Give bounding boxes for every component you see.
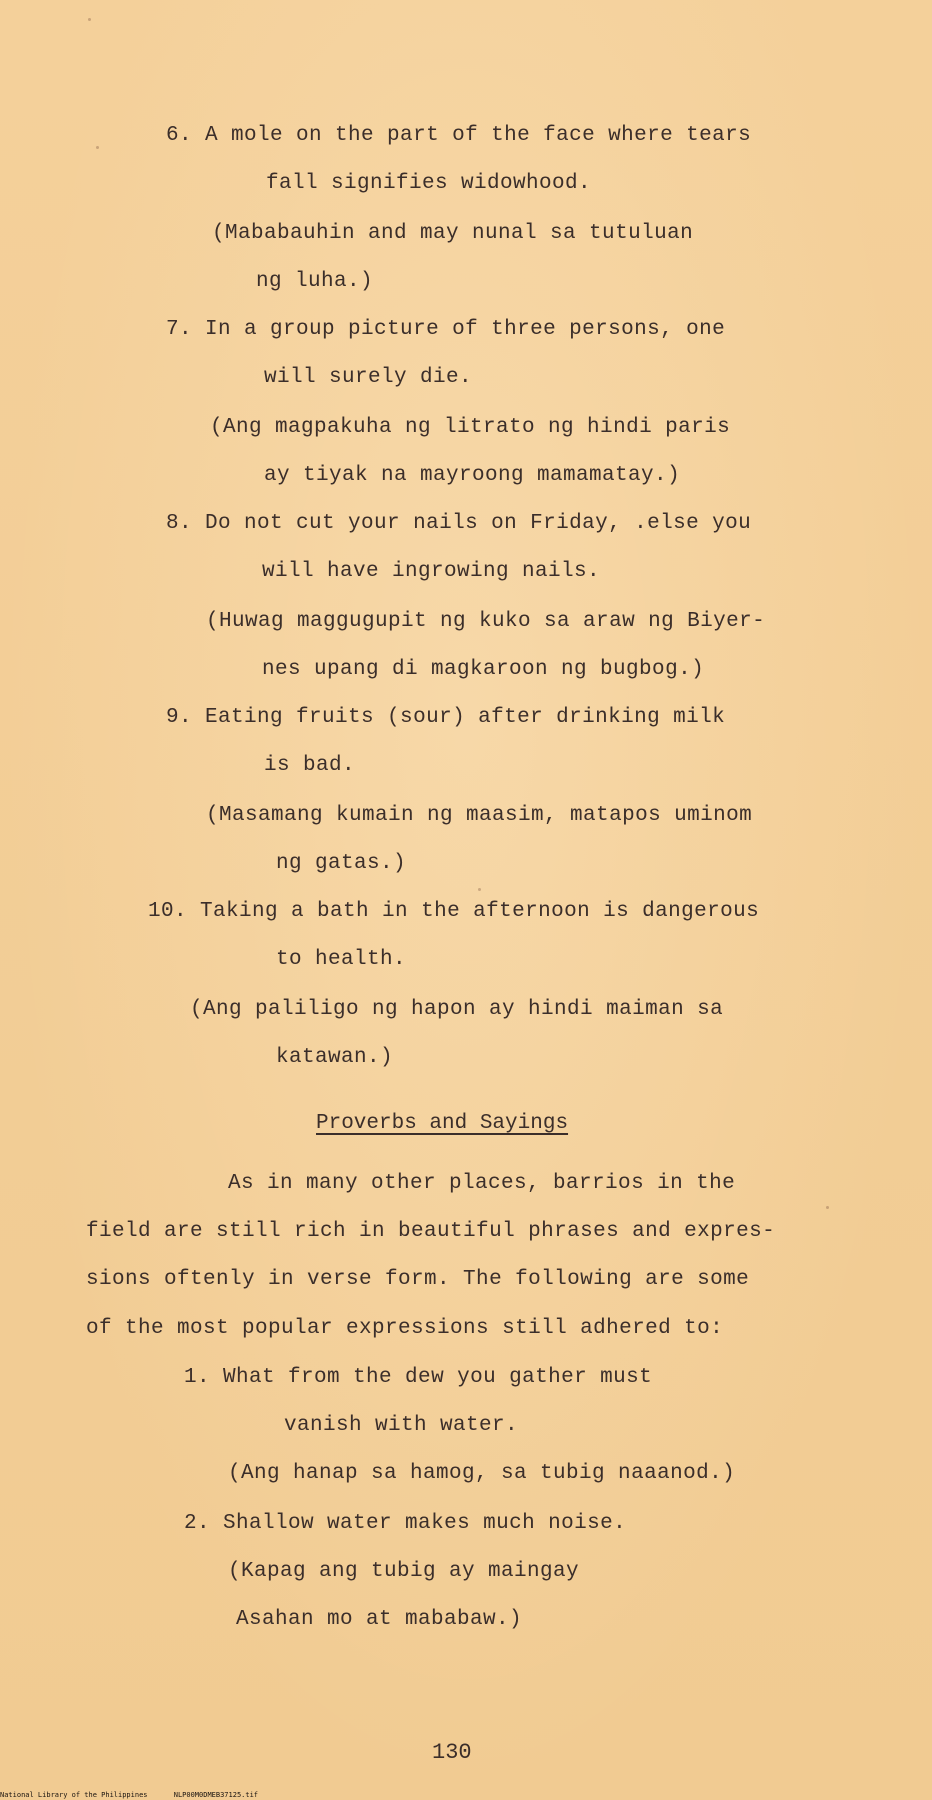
paper-speck — [478, 888, 481, 891]
item-translation: (Mababauhin and may nunal sa tutuluan — [212, 222, 694, 245]
proverb-1 — [184, 1366, 652, 1389]
proverb-translation: (Ang hanap sa hamog, sa tubig naaanod.) — [228, 1462, 736, 1485]
item-7 — [166, 318, 725, 341]
paragraph-line: of the most popular expressions still adhered to: — [86, 1317, 724, 1340]
item-text: Do not cut your nails on Friday, .else you — [205, 512, 752, 535]
paper-speck — [826, 1206, 829, 1209]
item-number: 6. — [166, 124, 193, 147]
footer-library: National Library of the Philippines — [0, 1791, 148, 1799]
page-number: 130 — [432, 1740, 472, 1765]
item-text-cont: is bad. — [264, 754, 356, 777]
item-translation: (Masamang kumain ng maasim, matapos uminom — [206, 804, 753, 827]
item-8 — [166, 512, 751, 535]
paragraph-line: field are still rich in beautiful phrases and expres- — [86, 1220, 776, 1243]
item-translation-cont: nes upang di magkaroon ng bugbog.) — [262, 658, 705, 681]
proverb-2 — [184, 1512, 626, 1535]
paragraph-line: sions oftenly in verse form. The following are some — [86, 1268, 750, 1291]
item-number: 7. — [166, 318, 193, 341]
paper-speck — [96, 146, 99, 149]
item-number: 9. — [166, 706, 193, 729]
scan-footer — [0, 1791, 280, 1799]
proverb-number: 2. — [184, 1512, 211, 1535]
item-6 — [166, 124, 751, 147]
item-translation: (Huwag maggugupit ng kuko sa araw ng Biyer- — [206, 610, 766, 633]
item-translation: (Ang paliligo ng hapon ay hindi maiman sa — [190, 998, 724, 1021]
item-text-cont: fall signifies widowhood. — [266, 172, 592, 195]
item-text: A mole on the part of the face where tears — [205, 124, 752, 147]
paragraph-line: As in many other places, barrios in the — [228, 1172, 736, 1195]
item-9 — [166, 706, 725, 729]
proverb-text: Shallow water makes much noise. — [223, 1512, 627, 1535]
proverb-text: What from the dew you gather must — [223, 1366, 653, 1389]
item-number: 8. — [166, 512, 193, 535]
item-10 — [148, 900, 759, 923]
item-number: 10. — [148, 900, 188, 923]
item-text-cont: will surely die. — [264, 366, 473, 389]
item-text-cont: will have ingrowing nails. — [262, 560, 601, 583]
item-translation-cont: ng luha.) — [256, 270, 374, 293]
paper-speck — [88, 18, 91, 21]
item-translation-cont: ay tiyak na mayroong mamamatay.) — [264, 464, 681, 487]
proverb-text-cont: vanish with water. — [284, 1414, 519, 1437]
item-text: Taking a bath in the afternoon is dangerous — [200, 900, 760, 923]
item-translation: (Ang magpakuha ng litrato ng hindi paris — [210, 416, 731, 439]
proverb-translation-cont: Asahan mo at mababaw.) — [236, 1608, 523, 1631]
item-text: Eating fruits (sour) after drinking milk — [205, 706, 726, 729]
footer-file: NLP00M0DMEB37125.tif — [173, 1791, 259, 1799]
item-text: In a group picture of three persons, one — [205, 318, 726, 341]
proverb-number: 1. — [184, 1366, 211, 1389]
section-heading: Proverbs and Sayings — [316, 1112, 569, 1135]
item-text-cont: to health. — [276, 948, 407, 971]
item-translation-cont: katawan.) — [276, 1046, 394, 1069]
proverb-translation: (Kapag ang tubig ay maingay — [228, 1560, 580, 1583]
item-translation-cont: ng gatas.) — [276, 852, 407, 875]
